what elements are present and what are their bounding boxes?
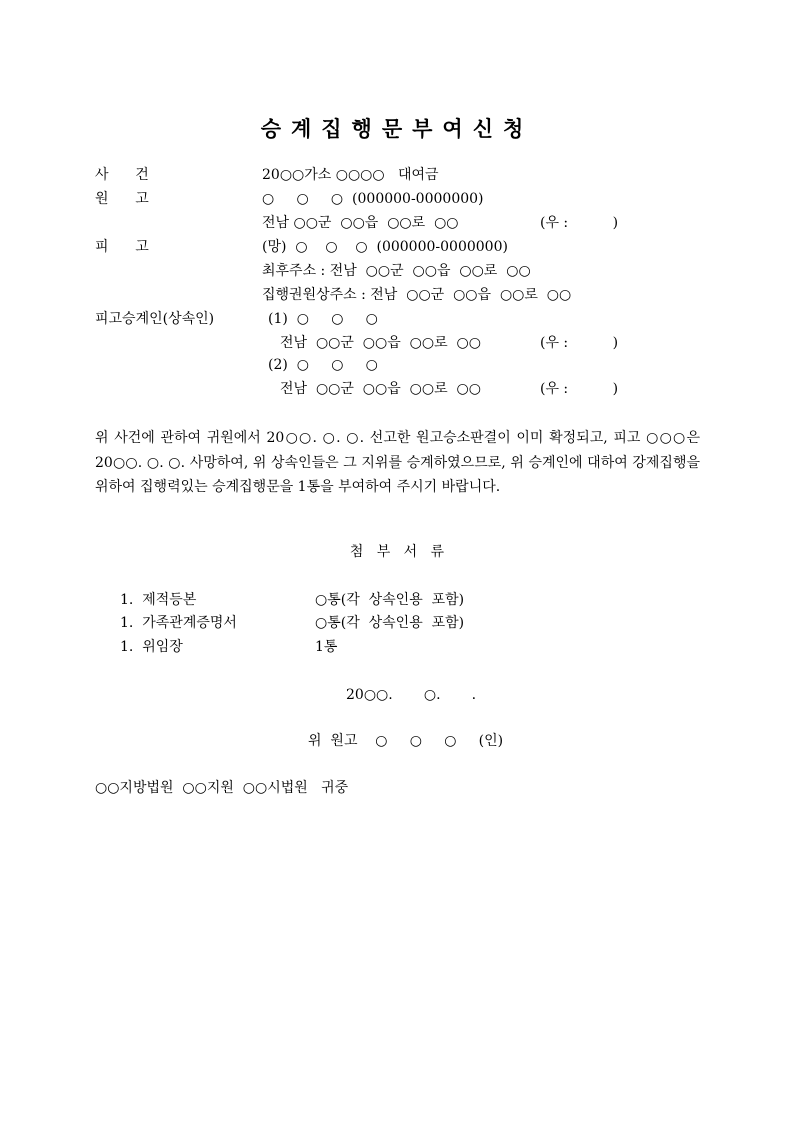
- defendant-exec-address: 집행권원상주소 : 전남 ○○군 ○○읍 ○○로 ○○: [262, 287, 572, 303]
- attachment-3-count: 1통: [315, 639, 338, 655]
- defendant-name: (망) ○ ○ ○ (000000-0000000): [262, 239, 508, 255]
- signature-line: 위 원고 ○ ○ ○ (인): [308, 733, 504, 749]
- successor-2-name: (2) ○ ○ ○: [268, 357, 378, 373]
- successor-2-zip: (우 : ): [540, 381, 619, 397]
- attachment-3-label: 1. 위임장: [120, 639, 183, 655]
- plaintiff-zip: (우 : ): [540, 215, 619, 231]
- filing-date: 20○○. ○. .: [346, 687, 477, 703]
- defendant-label: 피 고: [95, 239, 149, 255]
- attachments-heading: 첨 부 서 류: [349, 544, 445, 560]
- court-addressee: ○○지방법원 ○○지원 ○○시법원 귀중: [95, 780, 349, 796]
- request-paragraph: 위 사건에 관하여 귀원에서 20○○. ○. ○. 선고한 원고승소판결이 이미 확정되고, 피고 ○○○은 20○○. ○. ○. 사망하여, 위 상속인들은 그 지위를 승계하였으므로, 위 승계인에 대하여 강제집행을 위하여 집행력있는 승계집행문을 1통을 부여하여 주시기 바랍니다.: [95, 430, 700, 495]
- document-title: 승계집행문부여신청: [260, 117, 534, 141]
- attachment-1-label: 1. 제적등본: [120, 592, 197, 608]
- plaintiff-address: 전남 ○○군 ○○읍 ○○로 ○○: [262, 215, 459, 231]
- plaintiff-name: ○ ○ ○ (000000-0000000): [262, 191, 484, 207]
- defendant-last-address: 최후주소 : 전남 ○○군 ○○읍 ○○로 ○○: [262, 263, 531, 279]
- attachment-1-count: ○통(각 상속인용 포함): [315, 592, 465, 608]
- successor-label: 피고승계인(상속인): [95, 311, 215, 327]
- attachment-2-label: 1. 가족관계증명서: [120, 615, 237, 631]
- case-value: 20○○가소 ○○○○ 대여금: [262, 167, 439, 183]
- successor-2-address: 전남 ○○군 ○○읍 ○○로 ○○: [280, 381, 481, 397]
- successor-1-zip: (우 : ): [540, 335, 619, 351]
- successor-1-address: 전남 ○○군 ○○읍 ○○로 ○○: [280, 335, 481, 351]
- attachment-2-count: ○통(각 상속인용 포함): [315, 615, 465, 631]
- case-label: 사 건: [95, 167, 149, 183]
- plaintiff-label: 원 고: [95, 191, 149, 207]
- successor-1-name: (1) ○ ○ ○: [268, 311, 378, 327]
